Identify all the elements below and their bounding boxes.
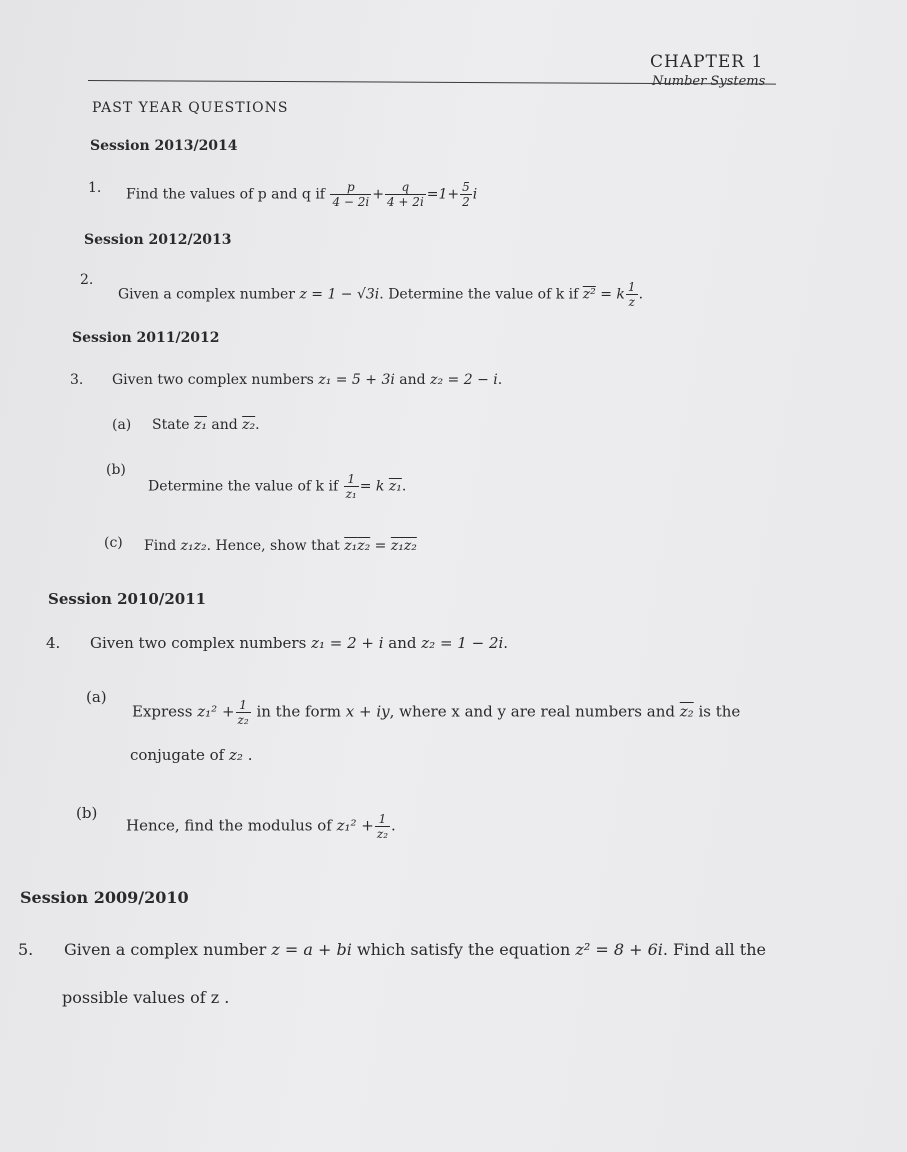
question-4b: Hence, find the modulus of z₁² + $\frac{1}{\text{z₂}}$ . <box>126 812 396 841</box>
chapter-subtitle: Number Systems <box>652 74 766 89</box>
question-3c-label: (c) <box>104 535 123 551</box>
question-number: 4. <box>46 634 61 652</box>
session-heading: Session 2013/2014 <box>90 138 238 154</box>
fraction: $\frac{1}{\text{z₂}}$ <box>376 812 389 841</box>
section-title: PAST YEAR QUESTIONS <box>92 100 289 116</box>
question-5: Given a complex number z = a + bi which satisfy the equation z² = 8 + 6i. Find all the <box>64 940 766 959</box>
fraction: $\frac{1}{\text{z₁}}$ <box>345 472 357 501</box>
question-3a: State z₁ and z₂. <box>152 417 260 433</box>
question-3b-label: (b) <box>106 462 126 478</box>
fraction: $\frac{p}{4 - 2i}$ <box>332 180 370 209</box>
question-3a-label: (a) <box>112 417 132 433</box>
fraction: $\frac{1}{\text{z₂}}$ <box>237 698 249 727</box>
fraction: $\frac{5}{2}$ <box>462 180 470 209</box>
session-heading: Session 2009/2010 <box>20 888 189 907</box>
session-heading: Session 2012/2013 <box>84 232 232 248</box>
question-number: 1. <box>88 180 102 196</box>
session-heading: Session 2011/2012 <box>72 330 220 346</box>
question-3: Given two complex numbers z₁ = 5 + 3i and z₂ = 2 − i. <box>112 372 503 388</box>
question-4a-line2: conjugate of z₂ . <box>130 746 253 764</box>
question-4b-label: (b) <box>76 804 98 822</box>
question-5-line2: possible values of z . <box>62 988 230 1007</box>
fraction: $\frac{q}{4 + 2i}$ <box>386 180 424 209</box>
question-2: Given a complex number z = 1 − √3i. Determine the value of k if z² = k $\frac{1}{z}$ . <box>118 280 644 309</box>
question-number: 3. <box>70 372 84 388</box>
question-number: 5. <box>18 940 34 959</box>
question-4: Given two complex numbers z₁ = 2 + i and z₂ = 1 − 2i. <box>90 634 509 652</box>
question-number: 2. <box>80 272 94 288</box>
question-3b: Determine the value of k if $\frac{1}{\text{z₁}}$ = k z₁. <box>148 472 407 501</box>
question-3c: Find z₁z₂. Hence, show that z₁z₂ = z₁z₂ <box>144 538 417 554</box>
question-1: Find the values of p and q if $\frac{p}{4 - 2i}$ + $\frac{q}{4 + 2i}$ =1+ $\frac{5}{2}$ i <box>126 180 478 209</box>
chapter-title: CHAPTER 1 <box>650 52 764 72</box>
question-4a: Express z₁² + $\frac{1}{\text{z₂}}$ in the form x + iy, where x and y are real numbers and z₂ is the <box>132 698 741 727</box>
session-heading: Session 2010/2011 <box>48 590 207 608</box>
question-4a-label: (a) <box>86 688 107 706</box>
fraction: $\frac{1}{z}$ <box>627 280 636 309</box>
